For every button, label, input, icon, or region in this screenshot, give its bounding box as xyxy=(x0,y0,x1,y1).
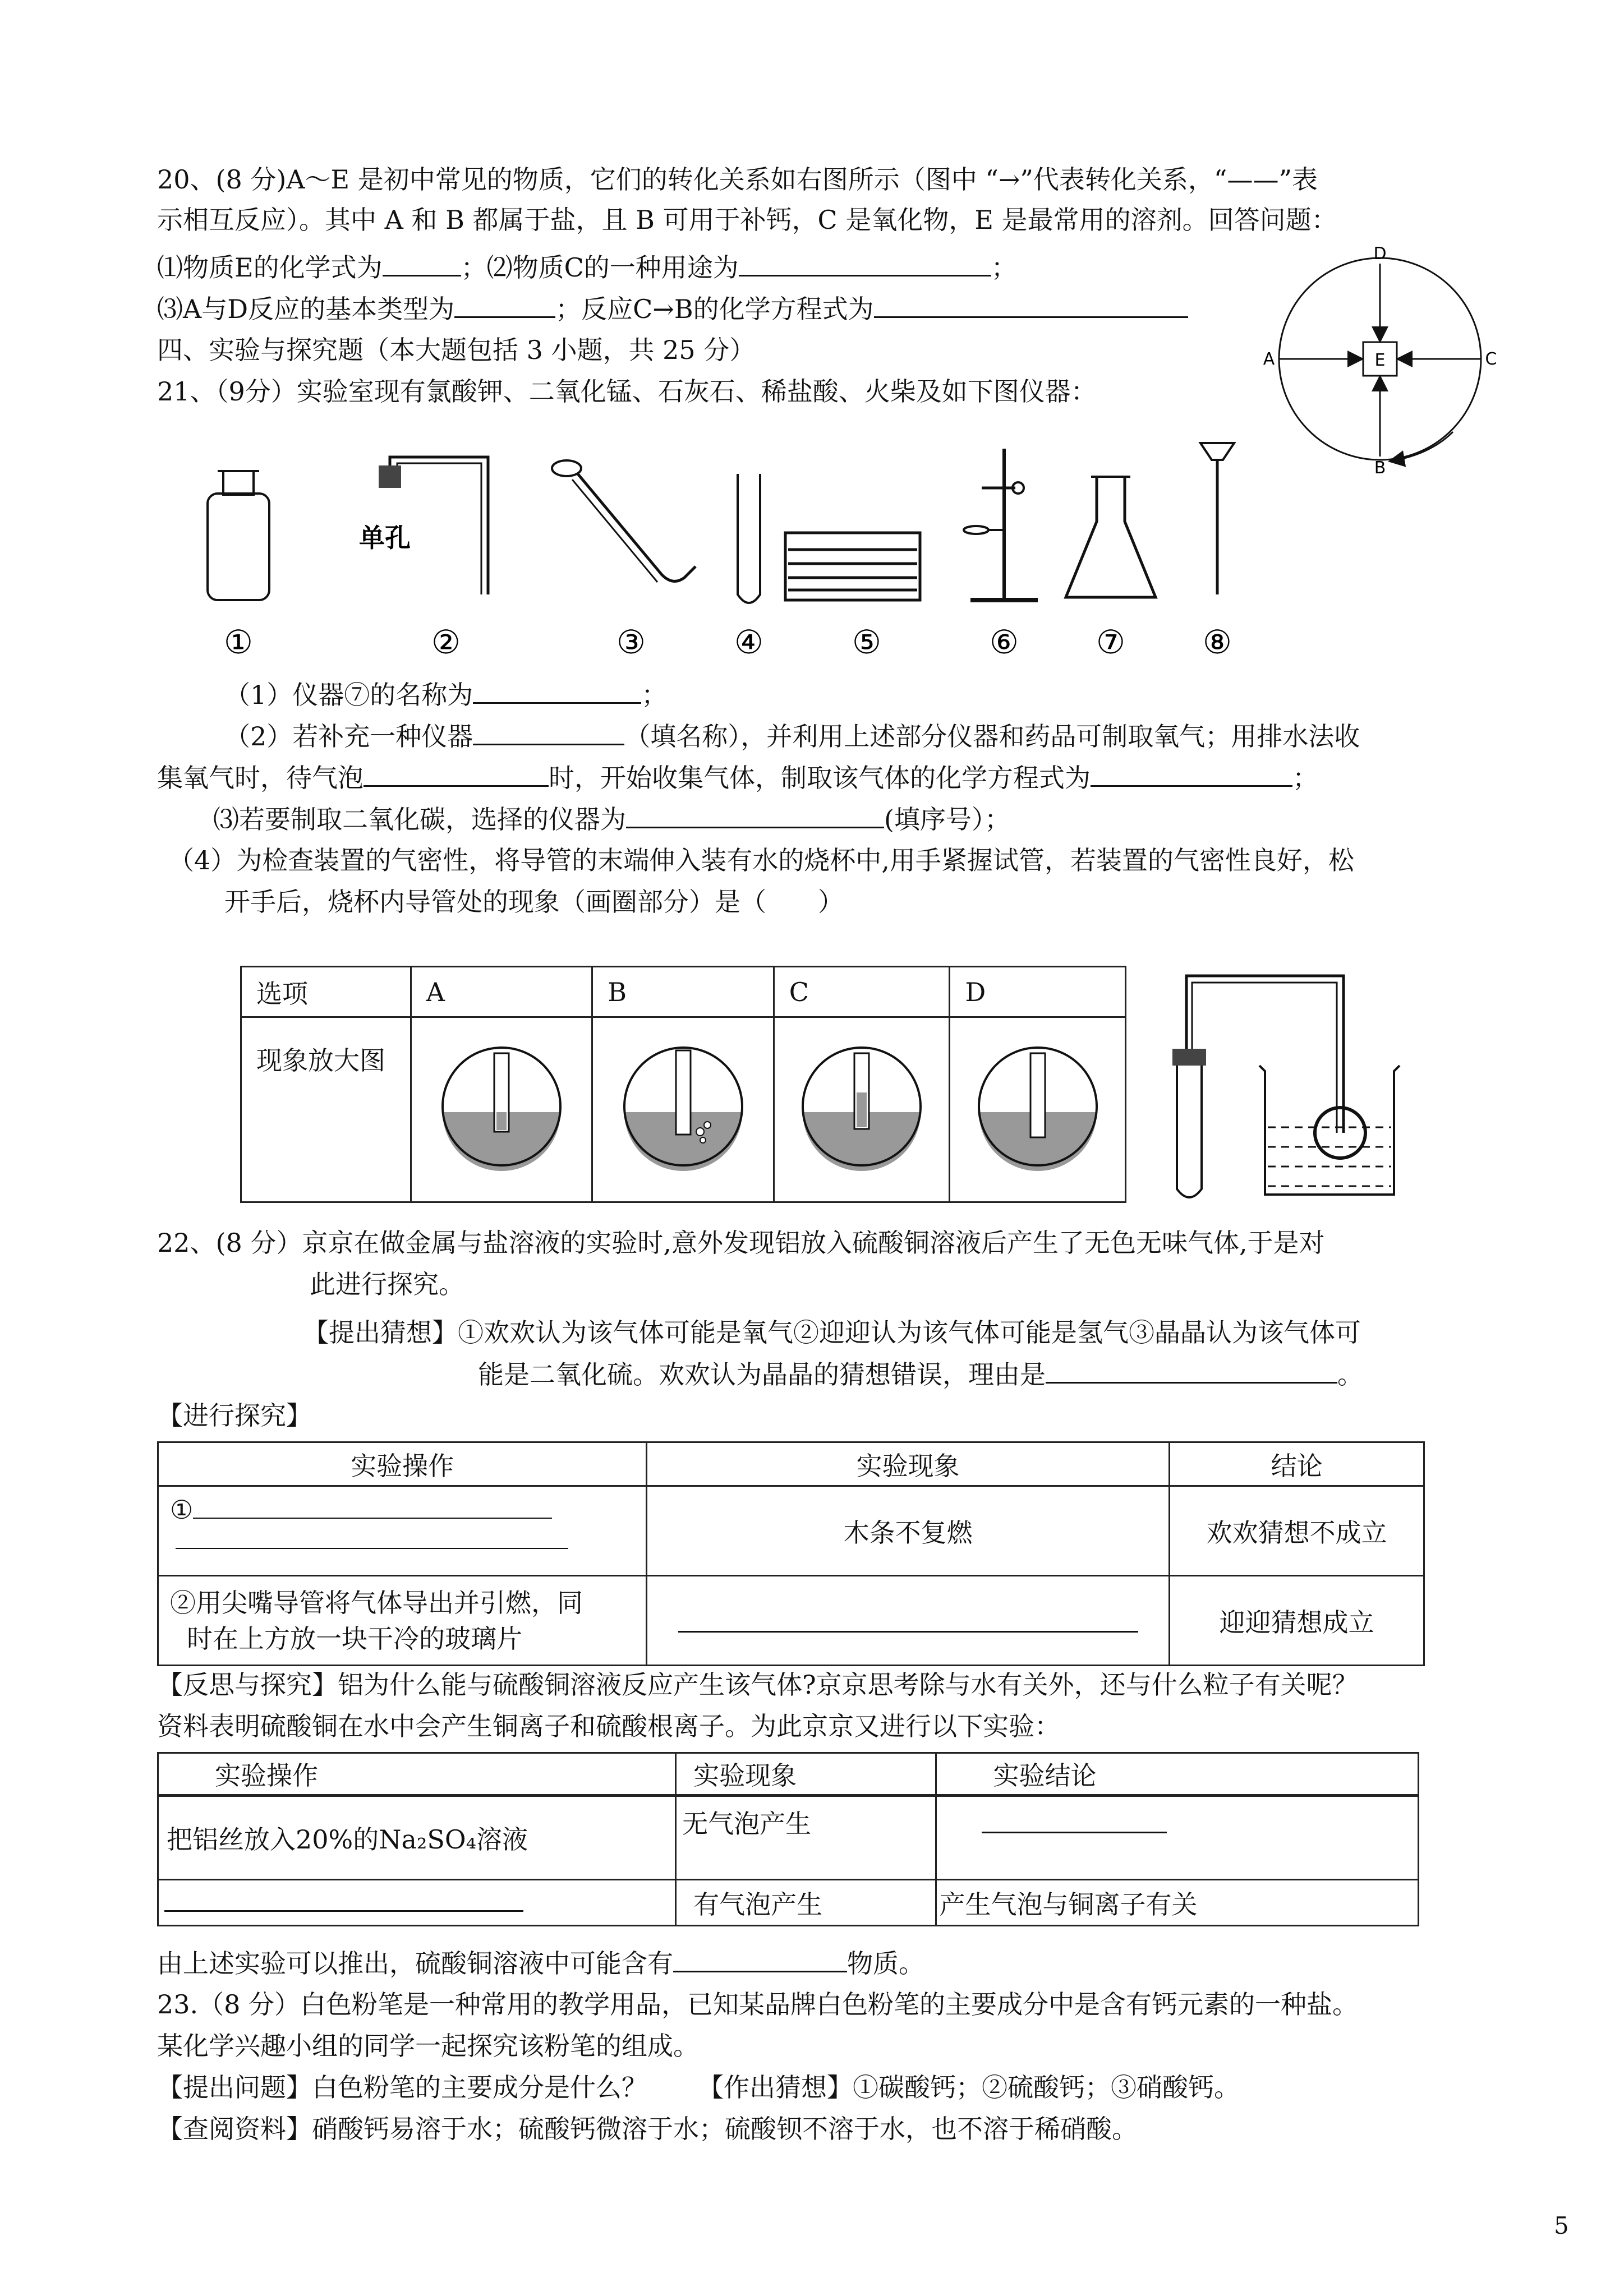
instrument-number-6: ⑥ xyxy=(990,623,1019,661)
q20-line4 xyxy=(157,292,1188,326)
option-a-image[interactable] xyxy=(411,1017,592,1202)
q22-conclusion xyxy=(157,1946,924,1980)
q21-part3 xyxy=(213,802,1010,836)
q21-part2-text-c: 集氧气时，待气泡 xyxy=(157,763,364,793)
q21-part2-text-d: 时，开始收集气体，制取该气体的化学方程式为 xyxy=(549,763,1091,793)
q23-line4: 【查阅资料】硝酸钙易溶于水；硫酸钙微溶于水；硫酸钡不溶于水，也不溶于稀硝酸。 xyxy=(157,2114,1138,2144)
t2-row2-phenomenon: 有气泡产生 xyxy=(676,1880,936,1926)
t1-row2-op-line1: ②用尖嘴导管将气体导出并引燃，同 xyxy=(170,1587,583,1618)
instrument-number-7: ⑦ xyxy=(1096,623,1125,661)
t1-row2-phenomenon xyxy=(647,1576,1170,1666)
q23-line1: 23.（8 分）白色粉笔是一种常用的教学用品，已知某品牌白色粉笔的主要成分中是含有钙元素的一种盐。 xyxy=(157,1989,1359,2020)
instrument-number-2: ② xyxy=(431,623,461,661)
t1-row1-op-number: ① xyxy=(170,1495,194,1525)
q21-part1-end: ； xyxy=(641,680,668,710)
q23-line2: 某化学兴趣小组的同学一起探究该粉笔的组成。 xyxy=(157,2031,699,2061)
section-4-title: 四、实验与探究题（本大题包括 3 小题，共 25 分） xyxy=(157,335,756,365)
t1-header-conclusion: 结论 xyxy=(1170,1442,1424,1486)
circled-area xyxy=(1315,1108,1365,1158)
t1-row2-phenomenon-blank[interactable] xyxy=(678,1603,1138,1633)
q23-line3 xyxy=(157,2071,1240,2104)
diagram-node-b: B xyxy=(1374,458,1386,478)
t2-header-conclusion: 实验结论 xyxy=(936,1753,1419,1796)
t2-header-operation: 实验操作 xyxy=(158,1753,676,1796)
t1-row1-operation xyxy=(158,1486,647,1576)
q22-guess-end: 。 xyxy=(1337,1359,1363,1390)
q21-instruments-figure xyxy=(185,426,1251,662)
q20-q3-text: ⑶A与D反应的基本类型为 xyxy=(157,294,455,324)
q23-hypothesis: 【作出猜想】①碳酸钙；②硫酸钙；③硝酸钙。 xyxy=(698,2072,1240,2103)
q20-answer-blank-1[interactable] xyxy=(383,250,461,276)
option-d-label: D xyxy=(950,967,1126,1017)
q21-part4-line1: （4）为检查装置的气密性，将导管的末端伸入装有水的烧杯中,用手紧握试管，若装置的气密性良好，松 xyxy=(168,845,1354,875)
instrument-test-tube xyxy=(738,474,760,603)
q20-conversion-diagram xyxy=(1262,247,1498,482)
q20-line2: 示相互反应）。其中 A 和 B 都属于盐，且 B 可用于补钙，C 是氧化物，E 是最常用的溶剂。回答问题： xyxy=(157,205,1337,235)
q21-answer-blank-2[interactable] xyxy=(473,719,624,745)
instrument-bottle xyxy=(208,471,269,600)
instrument-number-3: ③ xyxy=(617,623,646,661)
q21-part2-end: ； xyxy=(1292,763,1318,793)
t2-row2-operation-blank[interactable] xyxy=(164,1890,523,1912)
q22-reflect-line1: 【反思与探究】铝为什么能与硫酸铜溶液反应产生该气体?京京思考除与水有关外，还与什么粒子有关呢？ xyxy=(157,1670,1358,1700)
instrument-water-trough xyxy=(785,533,920,600)
q20-answer-blank-4[interactable] xyxy=(874,292,1188,318)
t2-row1-conclusion-blank[interactable] xyxy=(982,1809,1167,1833)
instrument-iron-stand xyxy=(964,449,1038,600)
instrument-stopper-tube xyxy=(359,457,488,594)
q21-part2-text-a: （2）若补充一种仪器 xyxy=(224,721,473,751)
q20-line3 xyxy=(157,250,1017,284)
t2-header-phenomenon: 实验现象 xyxy=(676,1753,936,1796)
magnified-view-c xyxy=(797,1042,926,1171)
instrument-conical-flask xyxy=(1066,477,1156,597)
table-row-phenomenon: 现象放大图 xyxy=(241,1017,411,1202)
q21-part1-text: （1）仪器⑦的名称为 xyxy=(224,680,473,710)
t1-header-phenomenon: 实验现象 xyxy=(647,1442,1170,1486)
t1-row1-phenomenon: 木条不复燃 xyxy=(647,1486,1170,1576)
t1-row1-op-blank-2[interactable] xyxy=(176,1525,568,1549)
q20-line1: 20、(8 分)A～E 是初中常见的物质，它们的转化关系如右图所示（图中 “→”代表转化关系，“——”表 xyxy=(157,164,1318,195)
diagram-node-c: C xyxy=(1485,349,1497,369)
single-hole-label: 单孔 xyxy=(359,523,411,553)
q20-q2-text: ；⑵物质C的一种用途为 xyxy=(461,252,739,283)
q21-intro: 21、（9分）实验室现有氯酸钾、二氧化锰、石灰石、稀盐酸、火柴及如下图仪器： xyxy=(157,376,1097,407)
q23-question: 【提出问题】白色粉笔的主要成分是什么？ xyxy=(157,2072,647,2103)
q22-answer-blank-reason[interactable] xyxy=(1046,1357,1337,1384)
q22-conclusion-text: 由上述实验可以推出，硫酸铜溶液中可能含有 xyxy=(157,1948,673,1979)
option-b-label: B xyxy=(592,967,774,1017)
t2-row2-conclusion: 产生气泡与铜离子有关 xyxy=(936,1880,1419,1926)
q21-options-table xyxy=(240,966,1126,1203)
q22-guess-text: 能是二氧化硫。欢欢认为晶晶的猜想错误，理由是 xyxy=(478,1359,1046,1390)
q21-answer-blank-5[interactable] xyxy=(626,802,884,828)
option-c-image[interactable] xyxy=(774,1017,950,1202)
q21-part1 xyxy=(224,677,667,712)
t2-row1-operation: 把铝丝放入20%的Na₂SO₄溶液 xyxy=(158,1796,676,1880)
option-a-label: A xyxy=(411,967,592,1017)
q20-answer-blank-3[interactable] xyxy=(454,292,555,318)
q21-answer-blank-1[interactable] xyxy=(473,677,641,704)
q20-semicolon: ； xyxy=(991,252,1017,283)
t1-row2-conclusion: 迎迎猜想成立 xyxy=(1170,1576,1424,1666)
q20-q4-text: ；反应C→B的化学方程式为 xyxy=(555,294,874,324)
q22-intro-line1: 22、(8 分）京京在做金属与盐溶液的实验时,意外发现铝放入硫酸铜溶液后产生了无色无味气体,于是对 xyxy=(157,1228,1325,1258)
instrument-bent-tube xyxy=(552,460,696,582)
t1-row1-op-blank-1[interactable] xyxy=(193,1497,552,1519)
q22-guess-line1: 【提出猜想】①欢欢认为该气体可能是氧气②迎迎认为该气体可能是氢气③晶晶认为该气体可 xyxy=(303,1317,1361,1348)
q22-experiment-table-2 xyxy=(157,1752,1419,1926)
q22-experiment-table-1 xyxy=(157,1441,1425,1666)
magnified-view-a xyxy=(437,1042,566,1171)
q22-guess-line2 xyxy=(478,1357,1363,1391)
t1-row2-operation xyxy=(158,1576,647,1666)
q22-reflect-line2: 资料表明硫酸铜在水中会产生铜离子和硫酸根离子。为此京京又进行以下实验： xyxy=(157,1711,1060,1741)
magnified-view-d xyxy=(973,1042,1102,1171)
q21-answer-blank-3[interactable] xyxy=(364,760,549,787)
q21-answer-blank-4[interactable] xyxy=(1091,760,1292,787)
q20-answer-blank-2[interactable] xyxy=(739,250,991,276)
t2-row1-conclusion xyxy=(936,1796,1419,1880)
t1-header-operation: 实验操作 xyxy=(158,1442,647,1486)
q20-q1-text: ⑴物质E的化学式为 xyxy=(157,252,383,283)
option-c-label: C xyxy=(774,967,950,1017)
option-b-image[interactable] xyxy=(592,1017,774,1202)
t1-row2-op-line2: 时在上方放一块干冷的玻璃片 xyxy=(187,1623,522,1654)
instrument-number-8: ⑧ xyxy=(1203,623,1232,661)
q21-part4-line2: 开手后，烧杯内导管处的现象（画圈部分）是（ ） xyxy=(224,887,844,917)
q22-intro-line2: 此进行探究。 xyxy=(310,1269,464,1299)
diagram-node-e: E xyxy=(1374,351,1386,370)
q21-part2-line2 xyxy=(157,760,1318,795)
q21-part3-end: (填序号）； xyxy=(884,804,1010,835)
t2-row1-phenomenon: 无气泡产生 xyxy=(676,1796,936,1880)
q22-answer-blank-substance[interactable] xyxy=(673,1946,847,1972)
diagram-node-d: D xyxy=(1373,247,1387,264)
q21-part3-text: ⑶若要制取二氧化碳，选择的仪器为 xyxy=(213,804,626,835)
table-header-option: 选项 xyxy=(241,967,411,1017)
diagram-node-a: A xyxy=(1263,349,1275,369)
instrument-number-5: ⑤ xyxy=(852,623,881,661)
q21-part2-line1 xyxy=(224,719,1360,753)
instrument-number-1: ① xyxy=(224,623,253,661)
instrument-long-neck-funnel xyxy=(1200,443,1234,594)
page-number: 5 xyxy=(1554,2212,1569,2239)
option-d-image[interactable] xyxy=(950,1017,1126,1202)
t1-row1-conclusion: 欢欢猜想不成立 xyxy=(1170,1486,1424,1576)
q22-explore-heading: 【进行探究】 xyxy=(157,1400,312,1431)
t2-row2-operation xyxy=(158,1880,676,1926)
q21-airtightness-apparatus xyxy=(1156,965,1414,1211)
magnified-view-b xyxy=(619,1042,748,1171)
q21-part2-text-b: （填名称），并利用上述部分仪器和药品可制取氧气；用排水法收 xyxy=(624,721,1360,751)
instrument-number-4: ④ xyxy=(734,623,763,661)
q22-conclusion-end: 物质。 xyxy=(847,1948,924,1979)
